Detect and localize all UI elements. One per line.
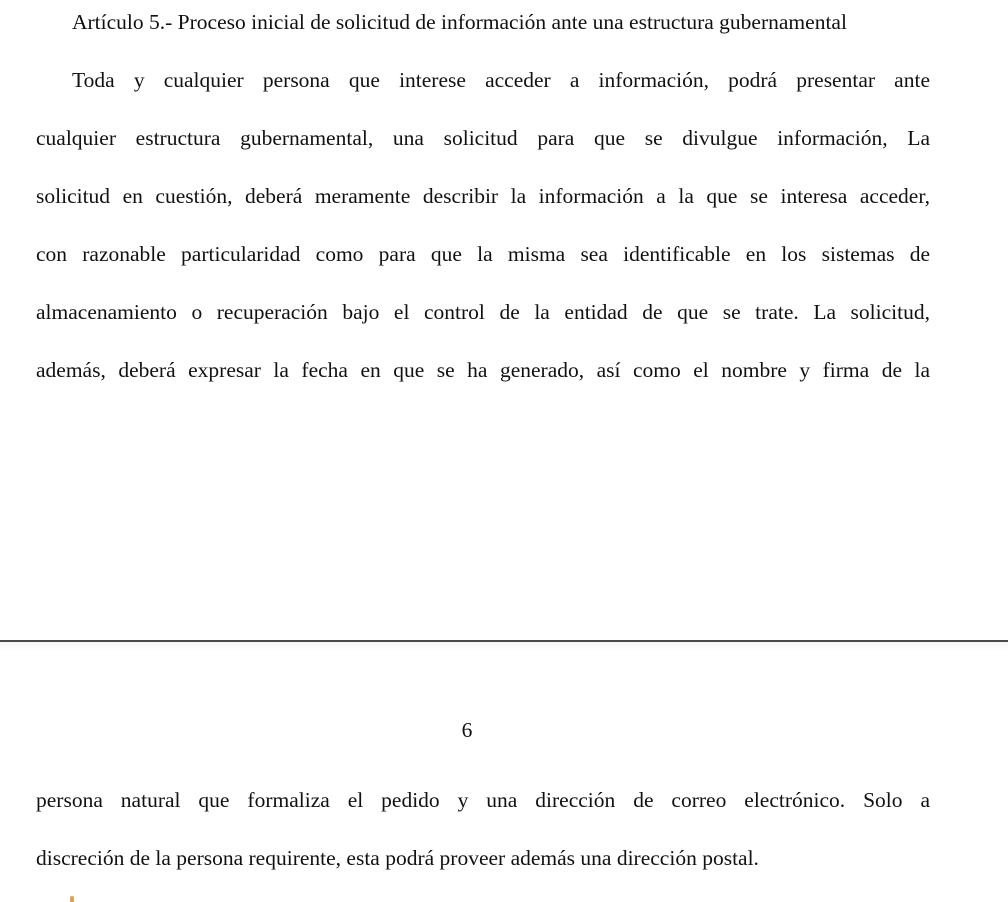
paragraph-line: con razonable particularidad como para que la misma sea identificable en los sistemas de bbox=[36, 242, 930, 266]
page-number: 6 bbox=[461, 718, 473, 742]
paragraph-line: discreción de la persona requirente, esta podrá proveer además una dirección postal. bbox=[36, 846, 759, 870]
paragraph-line: almacenamiento o recuperación bajo el control de la entidad de que se trate. La solicitud, bbox=[36, 300, 930, 324]
paragraph-line: Toda y cualquier persona que interese acceder a información, podrá presentar ante bbox=[72, 68, 930, 92]
page-break-shadow bbox=[0, 642, 1008, 652]
cursor-marker-icon bbox=[70, 896, 74, 902]
paragraph-line: persona natural que formaliza el pedido y una dirección de correo electrónico. Solo a bbox=[36, 788, 930, 812]
paragraph-line: además, deberá expresar la fecha en que se ha generado, así como el nombre y firma de la bbox=[36, 358, 930, 382]
paragraph-line: cualquier estructura gubernamental, una solicitud para que se divulgue información, La bbox=[36, 126, 930, 150]
article-heading: Artículo 5.- Proceso inicial de solicitud de información ante una estructura gubernamental bbox=[72, 10, 847, 34]
paragraph-line: solicitud en cuestión, deberá meramente describir la información a la que se interesa acceder, bbox=[36, 184, 930, 208]
